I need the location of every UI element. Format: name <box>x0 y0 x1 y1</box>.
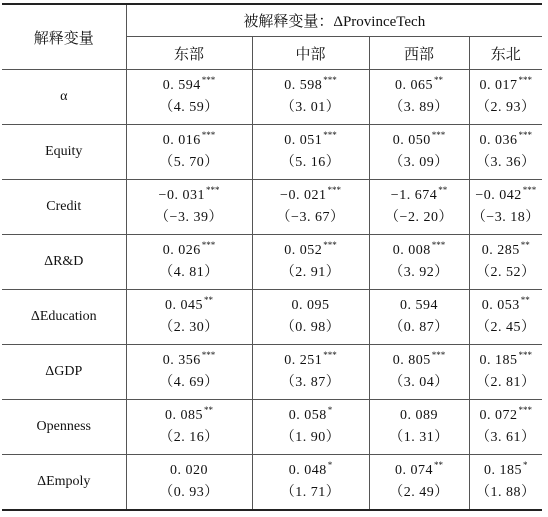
result-cell <box>469 235 542 290</box>
result-cell-content <box>470 235 543 289</box>
t-statistic: （1. 31） <box>389 430 449 445</box>
result-cell <box>369 345 469 400</box>
significance-stars: *** <box>431 240 446 251</box>
t-statistic: （1. 90） <box>280 430 341 445</box>
significance-stars: *** <box>518 405 533 416</box>
result-cell-content <box>253 400 369 454</box>
t-statistic: （2. 91） <box>280 265 341 280</box>
result-cell-content <box>470 455 543 509</box>
significance-stars: *** <box>323 75 337 86</box>
result-cell <box>369 290 469 345</box>
coefficient-line <box>159 185 220 207</box>
coefficient-value: 0. 598 <box>284 78 323 93</box>
significance-stars: ** <box>204 405 213 416</box>
result-cell <box>469 345 542 400</box>
result-cell-content <box>253 180 369 234</box>
coefficient-value: 0. 074 <box>395 463 433 478</box>
result-cell-content <box>127 235 252 289</box>
result-cell <box>369 455 469 511</box>
result-cell-content <box>370 290 469 344</box>
t-statistic: （3. 01） <box>280 100 341 115</box>
result-cell-content <box>127 345 252 399</box>
result-cell <box>469 70 542 125</box>
coefficient-line <box>395 460 443 482</box>
variable-name: α <box>2 70 126 125</box>
coefficient-line <box>480 75 533 97</box>
result-cell <box>469 290 542 345</box>
t-statistic: （2. 81） <box>476 375 536 390</box>
coefficient-value: 0. 251 <box>284 353 323 368</box>
coefficient-line <box>292 295 330 317</box>
result-cell <box>126 455 252 511</box>
result-cell <box>369 235 469 290</box>
t-statistic: （0. 98） <box>280 320 341 335</box>
coefficient-line <box>163 75 216 97</box>
coefficient-value: 0. 058 <box>288 408 327 423</box>
dependent-variable-header: 被解释变量：ΔProvinceTech <box>126 4 542 37</box>
coefficient-line <box>284 130 337 152</box>
coefficient-value: 0. 020 <box>170 463 208 478</box>
significance-stars: ** <box>520 295 530 306</box>
coefficient-value: −0. 031 <box>158 188 205 203</box>
t-statistic: （5. 16） <box>280 155 341 170</box>
coefficient-line <box>484 460 528 482</box>
coefficient-line <box>165 295 213 317</box>
coefficient-line <box>480 405 533 427</box>
table-row <box>2 345 542 400</box>
significance-stars: * <box>523 460 528 471</box>
result-cell-content <box>127 125 252 179</box>
result-cell <box>469 125 542 180</box>
coefficient-value: −0. 021 <box>280 188 327 203</box>
variable-name: ΔR&D <box>2 235 126 290</box>
coefficient-value: 0. 053 <box>481 298 520 313</box>
result-cell <box>252 70 369 125</box>
coefficient-line <box>165 405 213 427</box>
result-cell-content <box>370 400 469 454</box>
significance-stars: *** <box>201 130 216 141</box>
significance-stars: * <box>327 405 333 416</box>
variable-name: ΔEmpoly <box>2 455 126 511</box>
coefficient-value: 0. 008 <box>392 243 431 258</box>
coefficient-line <box>480 130 533 152</box>
coefficient-value: 0. 594 <box>162 78 201 93</box>
significance-stars: *** <box>327 185 341 196</box>
coefficient-value: 0. 356 <box>162 353 201 368</box>
result-cell <box>252 125 369 180</box>
t-statistic: （−3. 39） <box>155 210 223 225</box>
significance-stars: ** <box>520 240 530 251</box>
significance-stars: *** <box>323 240 337 251</box>
regression-results-table <box>2 3 542 511</box>
t-statistic: （1. 88） <box>476 485 536 500</box>
t-statistic: （4. 81） <box>159 265 219 280</box>
coefficient-line <box>482 240 530 262</box>
coefficient-value: 0. 016 <box>162 133 201 148</box>
coefficient-line <box>284 350 337 372</box>
coefficient-value: 0. 089 <box>400 408 438 423</box>
t-statistic: （2. 52） <box>476 265 536 280</box>
significance-stars: *** <box>431 130 446 141</box>
result-cell-content <box>253 455 369 509</box>
result-cell-content <box>253 290 369 344</box>
coefficient-value: 0. 185 <box>484 463 523 478</box>
significance-stars: *** <box>518 75 533 86</box>
coefficient-line <box>163 350 216 372</box>
coefficient-value: 0. 051 <box>284 133 323 148</box>
coefficient-value: 0. 072 <box>479 408 518 423</box>
result-cell <box>369 70 469 125</box>
result-cell-content <box>470 125 543 179</box>
significance-stars: *** <box>431 350 446 361</box>
result-cell <box>469 400 542 455</box>
region-header-northeast: 东北 <box>469 37 542 70</box>
table-row <box>2 70 542 125</box>
result-cell <box>369 180 469 235</box>
table-row <box>2 400 542 455</box>
t-statistic: （−3. 67） <box>276 210 345 225</box>
coefficient-line <box>289 405 333 427</box>
result-cell-content <box>370 345 469 399</box>
t-statistic: （3. 36） <box>476 155 536 170</box>
result-cell <box>126 70 252 125</box>
coefficient-line <box>284 240 337 262</box>
coefficient-line <box>289 460 333 482</box>
coefficient-value: 0. 017 <box>479 78 518 93</box>
coefficient-value: 0. 026 <box>162 243 201 258</box>
significance-stars: *** <box>518 130 533 141</box>
result-cell-content <box>253 345 369 399</box>
t-statistic: （2. 16） <box>159 430 219 445</box>
significance-stars: *** <box>323 130 337 141</box>
coefficient-line <box>475 185 536 207</box>
coefficient-line <box>284 75 337 97</box>
coefficient-line <box>170 460 208 482</box>
result-cell <box>469 180 542 235</box>
t-statistic: （3. 09） <box>389 155 449 170</box>
coefficient-line <box>482 295 530 317</box>
t-statistic: （−2. 20） <box>385 210 453 225</box>
result-cell-content <box>127 290 252 344</box>
t-statistic: （2. 93） <box>476 100 536 115</box>
result-cell-content <box>470 290 543 344</box>
coefficient-value: 0. 085 <box>165 408 203 423</box>
table-row <box>2 180 542 235</box>
result-cell <box>369 125 469 180</box>
result-cell <box>126 345 252 400</box>
coefficient-line <box>280 185 341 207</box>
coefficient-value: −1. 674 <box>390 188 438 203</box>
result-cell <box>252 400 369 455</box>
result-cell-content <box>253 125 369 179</box>
significance-stars: *** <box>518 350 533 361</box>
coefficient-value: −0. 042 <box>475 188 522 203</box>
coefficient-line <box>393 240 446 262</box>
result-cell <box>126 180 252 235</box>
significance-stars: *** <box>201 75 216 86</box>
coefficient-value: 0. 805 <box>392 353 431 368</box>
coefficient-value: 0. 050 <box>392 133 431 148</box>
result-cell <box>126 235 252 290</box>
explanatory-variable-header: 解释变量 <box>2 4 126 70</box>
result-cell-content <box>253 235 369 289</box>
variable-name: Openness <box>2 400 126 455</box>
result-cell-content <box>470 180 543 234</box>
coefficient-line <box>400 295 438 317</box>
result-cell-content <box>370 235 469 289</box>
result-cell <box>126 290 252 345</box>
coefficient-value: 0. 048 <box>288 463 327 478</box>
table-row <box>2 235 542 290</box>
result-cell <box>252 455 369 511</box>
result-cell <box>369 400 469 455</box>
result-cell-content <box>470 70 543 124</box>
result-cell-content <box>370 180 469 234</box>
result-cell-content <box>127 70 252 124</box>
t-statistic: （3. 61） <box>476 430 536 445</box>
coefficient-line <box>393 130 446 152</box>
significance-stars: *** <box>201 350 216 361</box>
coefficient-value: 0. 095 <box>291 298 330 313</box>
t-statistic: （3. 89） <box>389 100 449 115</box>
coefficient-line <box>395 75 443 97</box>
result-cell-content <box>370 455 469 509</box>
variable-name: Equity <box>2 125 126 180</box>
t-statistic: （3. 87） <box>280 375 341 390</box>
result-cell <box>469 455 542 511</box>
result-cell <box>252 180 369 235</box>
result-cell-content <box>370 70 469 124</box>
coefficient-value: 0. 052 <box>284 243 323 258</box>
result-cell-content <box>470 345 543 399</box>
result-cell <box>252 290 369 345</box>
result-cell-content <box>127 400 252 454</box>
table-row <box>2 455 542 511</box>
table-row <box>2 290 542 345</box>
t-statistic: （2. 49） <box>389 485 449 500</box>
t-statistic: （2. 30） <box>159 320 219 335</box>
t-statistic: （3. 04） <box>389 375 449 390</box>
t-statistic: （1. 71） <box>280 485 341 500</box>
t-statistic: （3. 92） <box>389 265 449 280</box>
result-cell-content <box>253 70 369 124</box>
t-statistic: （0. 87） <box>389 320 449 335</box>
variable-name: Credit <box>2 180 126 235</box>
t-statistic: （4. 59） <box>159 100 219 115</box>
result-cell <box>126 400 252 455</box>
significance-stars: * <box>327 460 333 471</box>
table-body <box>2 70 542 511</box>
coefficient-line <box>393 350 446 372</box>
result-cell-content <box>127 455 252 509</box>
significance-stars: ** <box>434 460 443 471</box>
significance-stars: *** <box>522 185 537 196</box>
result-cell-content <box>127 180 252 234</box>
result-cell <box>252 345 369 400</box>
t-statistic: （−3. 18） <box>471 210 540 225</box>
significance-stars: ** <box>204 295 213 306</box>
coefficient-line <box>391 185 447 207</box>
coefficient-value: 0. 594 <box>400 298 438 313</box>
region-header-east: 东部 <box>126 37 252 70</box>
result-cell-content <box>370 125 469 179</box>
coefficient-line <box>400 405 438 427</box>
significance-stars: ** <box>434 75 443 86</box>
coefficient-value: 0. 185 <box>479 353 518 368</box>
region-header-central: 中部 <box>252 37 369 70</box>
t-statistic: （2. 45） <box>476 320 536 335</box>
t-statistic: （4. 69） <box>159 375 219 390</box>
table-row <box>2 125 542 180</box>
coefficient-line <box>163 130 216 152</box>
coefficient-value: 0. 065 <box>395 78 433 93</box>
variable-name: ΔEducation <box>2 290 126 345</box>
significance-stars: *** <box>201 240 216 251</box>
t-statistic: （5. 70） <box>159 155 219 170</box>
t-statistic: （0. 93） <box>159 485 219 500</box>
coefficient-line <box>480 350 533 372</box>
significance-stars: *** <box>205 185 220 196</box>
result-cell-content <box>470 400 543 454</box>
significance-stars: *** <box>323 350 337 361</box>
coefficient-value: 0. 036 <box>479 133 518 148</box>
result-cell <box>252 235 369 290</box>
coefficient-line <box>163 240 216 262</box>
region-header-west: 西部 <box>369 37 469 70</box>
significance-stars: ** <box>438 185 448 196</box>
coefficient-value: 0. 285 <box>481 243 520 258</box>
variable-name: ΔGDP <box>2 345 126 400</box>
coefficient-value: 0. 045 <box>165 298 203 313</box>
result-cell <box>126 125 252 180</box>
